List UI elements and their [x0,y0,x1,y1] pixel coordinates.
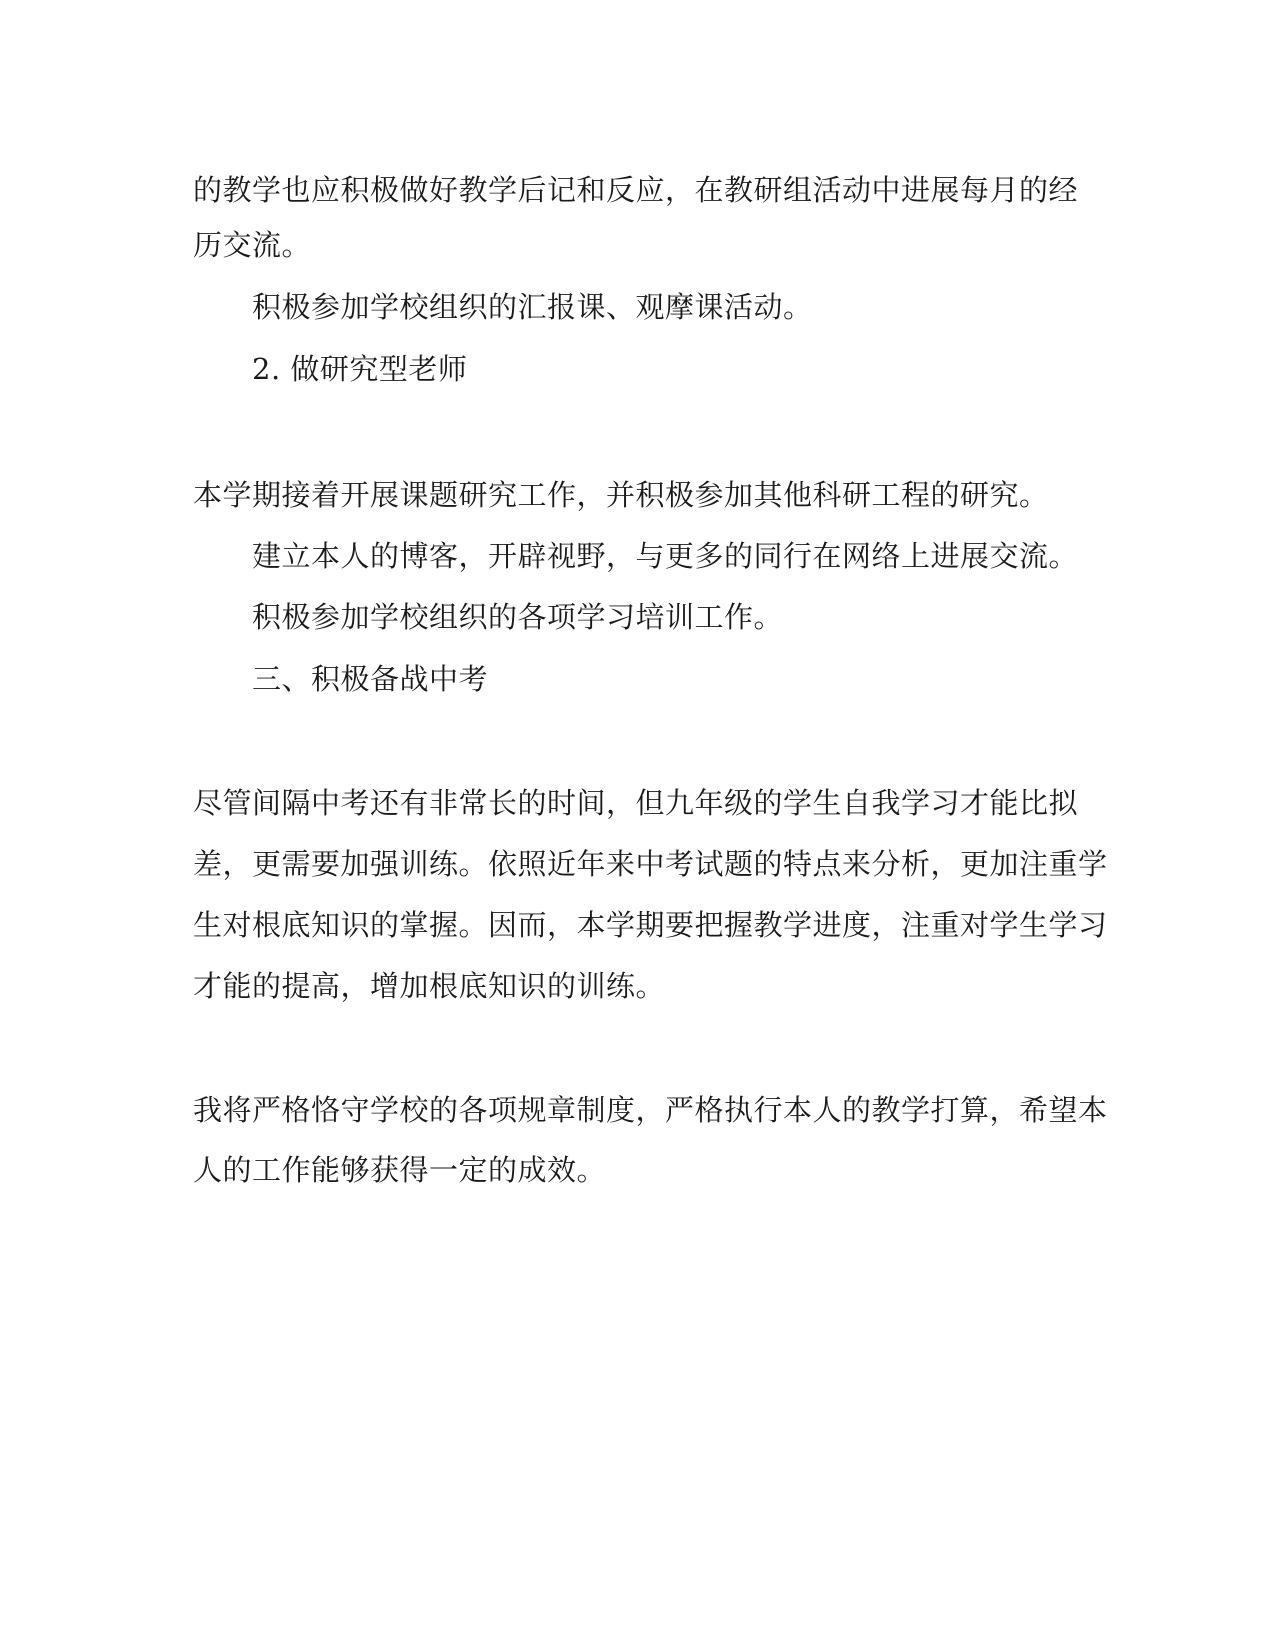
paragraph-line: 生对根底知识的掌握。因而，本学期要把握教学进度，注重对学生学习 [193,908,1108,942]
paragraph-line: 才能的提高，增加根底知识的训练。 [193,969,666,1003]
section-heading: 2. 做研究型老师 [252,352,468,386]
paragraph-line: 积极参加学校组织的汇报课、观摩课活动。 [252,290,813,324]
paragraph-line: 的教学也应积极做好教学后记和反应，在教研组活动中进展每月的经 [193,173,1079,207]
paragraph-line: 建立本人的博客，开辟视野，与更多的同行在网络上进展交流。 [252,539,1079,573]
section-heading: 三、积极备战中考 [252,662,489,696]
paragraph-line: 本学期接着开展课题研究工作，并积极参加其他科研工程的研究。 [193,478,1049,512]
paragraph-line: 我将严格恪守学校的各项规章制度，严格执行本人的教学打算，希望本 [193,1093,1108,1127]
paragraph-line: 积极参加学校组织的各项学习培训工作。 [252,600,784,634]
paragraph-line: 人的工作能够获得一定的成效。 [193,1153,607,1187]
paragraph-line: 历交流。 [193,228,312,262]
paragraph-line: 尽管间隔中考还有非常长的时间，但九年级的学生自我学习才能比拟 [193,786,1079,820]
paragraph-line: 差，更需要加强训练。依照近年来中考试题的特点来分析，更加注重学 [193,847,1108,881]
